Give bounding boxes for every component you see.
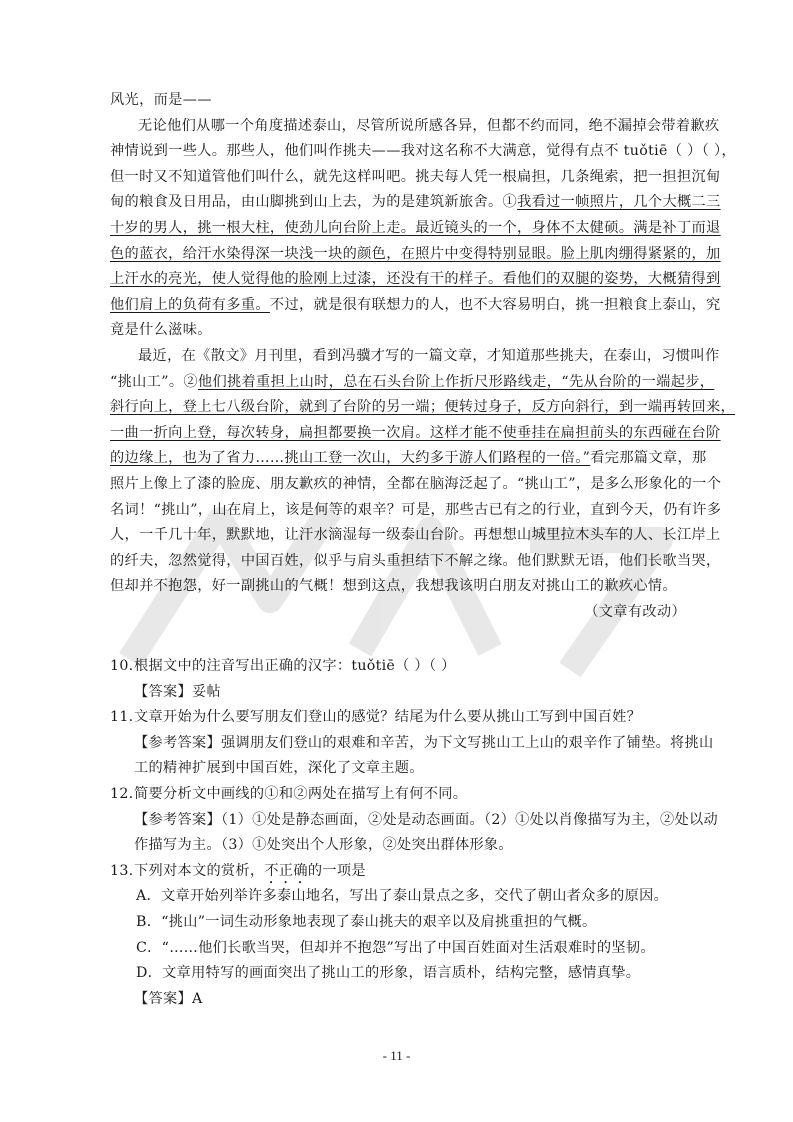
option-a: A．文章开始列举许多泰山地名，写出了泰山景点之多，交代了朝山者众多的原因。 bbox=[136, 888, 669, 905]
passage-line: 最近，在《散文》月刊里，看到冯骥才写的一篇文章，才知道那些挑夫，在泰山，习惯叫作 bbox=[138, 347, 720, 364]
questions bbox=[110, 654, 718, 1012]
question-text: 下列对本文的赏析， bbox=[134, 862, 265, 879]
answer-12-cont: 作描写为主。（3）①处突出个人形象，②处突出群体形象。 bbox=[134, 837, 513, 854]
answer-12 bbox=[110, 808, 718, 834]
underlined-passage-1-line: 色的蓝衣，给汗水染得深一块浅一块的颜色，在照片中变得特别显眼。脸上肌肉绷得紧紧的，加 bbox=[110, 245, 721, 262]
question-number: 10. bbox=[110, 658, 134, 674]
passage-line: 风光，而是—— bbox=[110, 92, 212, 108]
question-text: 根据文中的注音写出正确的汉字：tuǒtiē（ ）（ ） bbox=[134, 658, 456, 674]
passage-line bbox=[110, 190, 721, 216]
answer-text: 强调朋友们登山的艰难和辛苦，为下文写挑山工上山的艰辛作了铺垫。将挑山 bbox=[220, 734, 714, 751]
question-11 bbox=[110, 705, 700, 731]
question-number: 12. bbox=[110, 785, 134, 802]
question-text: 文章开始为什么要写朋友们登山的感觉？结尾为什么要从挑山工写到中国百姓？ bbox=[134, 709, 642, 726]
answer-10 bbox=[110, 680, 700, 706]
option-c: C．“……他们长歌当哭，但却并不抱怨”写出了中国百姓面对生活艰难时的坚韧。 bbox=[136, 939, 655, 956]
passage bbox=[110, 88, 736, 625]
question-text: 简要分析文中画线的①和②两处在描写上有何不同。 bbox=[134, 785, 468, 802]
passage-line bbox=[110, 293, 721, 319]
answer-13 bbox=[110, 987, 700, 1013]
underlined-passage-1-end: 他们肩上的负荷有多重。 bbox=[110, 296, 270, 313]
underlined-passage-1-line: 上汗水的亮光，使人觉得他的脸刚上过漆，还没有干的样子。看他们的双腿的姿势，大概猜得到 bbox=[110, 271, 721, 288]
passage-line: 竟是什么滋味。 bbox=[110, 322, 212, 339]
passage-line bbox=[110, 446, 707, 472]
answer-label: 【参考答案】 bbox=[134, 811, 221, 828]
option-d: D．文章用特写的画面突出了挑山工的形象，语言质朴，结构完整，感情真挚。 bbox=[136, 965, 641, 982]
source-note: （文章有改动） bbox=[584, 603, 686, 620]
passage-line bbox=[110, 370, 715, 396]
question-number: 11. bbox=[110, 709, 134, 726]
answer-label: 【答案】 bbox=[134, 683, 192, 700]
passage-line: 照片上像上了漆的脸庞、朋友歉疚的神情，全都在脑海泛起了。“挑山工”，是多么形象化的一个 bbox=[110, 475, 722, 492]
emphasis-text: 不正确 bbox=[264, 862, 308, 879]
question-10 bbox=[110, 654, 700, 680]
question-12 bbox=[110, 782, 700, 808]
passage-line: 但却并不抱怨，好一副挑山的气概！想到这点，我想我该明白朋友对挑山工的歉疚心情。 bbox=[110, 578, 677, 595]
question-number: 13. bbox=[110, 862, 134, 879]
passage-line: 人，一千几十年，默默地，让汗水滴湿每一级泰山台阶。再想想山城里拉木头车的人、长江岸上 bbox=[110, 527, 721, 544]
page-number: - 11 - bbox=[382, 1048, 411, 1063]
passage-line: 无论他们从哪一个角度描述泰山，尽管所说所感各异，但都不约而同，绝不漏掉会带着歉疚 bbox=[138, 117, 720, 134]
underlined-passage-2: 他们挑着重担上山时，总在石头台阶上作折尺形路线走，“先从台阶的一端起步， bbox=[197, 373, 715, 390]
answer-text: A bbox=[191, 990, 203, 1007]
answer-11-cont: 工的精神扩展到中国百姓，深化了文章主题。 bbox=[134, 760, 424, 777]
passage-line-text: 不过，就是很有联想力的人，也不大容易明白，挑一担粮食上泰山，究 bbox=[269, 296, 721, 313]
underlined-passage-2-line: 一曲一折向上登，每次转身，扁担都要换一次肩。这样才能不使垂挂在扁担前头的东西碰在台阶 bbox=[110, 424, 721, 441]
passage-line: 但一时又不知道管他们叫什么，就先这样叫吧。挑夫每人凭一根扁担，几条绳索，把一担担沉甸 bbox=[110, 168, 721, 185]
question-13 bbox=[110, 859, 700, 885]
answer-11 bbox=[110, 731, 714, 757]
passage-line-text: 看完那篇文章，那 bbox=[590, 450, 707, 467]
option-b: B．“挑山”一词生动形象地表现了泰山挑夫的艰辛以及肩挑重担的气概。 bbox=[136, 913, 597, 930]
answer-text: 妥帖 bbox=[191, 683, 221, 700]
underlined-passage-1-line: 十岁的男人，挑一根大柱，使劲儿向台阶上走。最近镜头的一个，身体不太健硕。满是补丁而退 bbox=[110, 219, 721, 236]
answer-label: 【答案】 bbox=[134, 990, 192, 1007]
passage-line-text: 甸的粮食及日用品，由山脚挑到山上去，为的是建筑新旅舍。① bbox=[110, 194, 518, 211]
answer-text: （1）①处是静态画面，②处是动态画面。（2）①处以肖像描写为主，②处以动 bbox=[220, 811, 718, 828]
passage-line: 名词！“挑山”，山在肩上，该是何等的艰辛？可是，那些古已有之的行业，直到今天，仍有许多 bbox=[110, 501, 722, 518]
underlined-passage-2-line: 斜行向上，登上七八级台阶，就到了台阶的另一端；便转过身子，反方向斜行，到一端再转回来， bbox=[110, 399, 736, 416]
question-text: 的一项是 bbox=[307, 862, 366, 879]
passage-line: 神情说到一些人。那些人，他们叫作挑夫——我对这名称不大满意，觉得有点不 tuǒtiē（ ）（ ）， bbox=[110, 143, 736, 160]
underlined-passage-2-end: 的边缘上，也为了省力……挑山工登一次山，大约多于游人们路程的一倍。” bbox=[110, 450, 591, 467]
passage-line: 的纤夫，忽然觉得，中国百姓，似乎与肩头重担结下不解之缘。他们默默无语，他们长歌当哭， bbox=[110, 552, 721, 569]
answer-label: 【参考答案】 bbox=[134, 734, 221, 751]
passage-line-text: “挑山工”。② bbox=[110, 373, 198, 390]
underlined-passage-1: 我看过一帧照片，几个大概二三 bbox=[517, 194, 721, 211]
